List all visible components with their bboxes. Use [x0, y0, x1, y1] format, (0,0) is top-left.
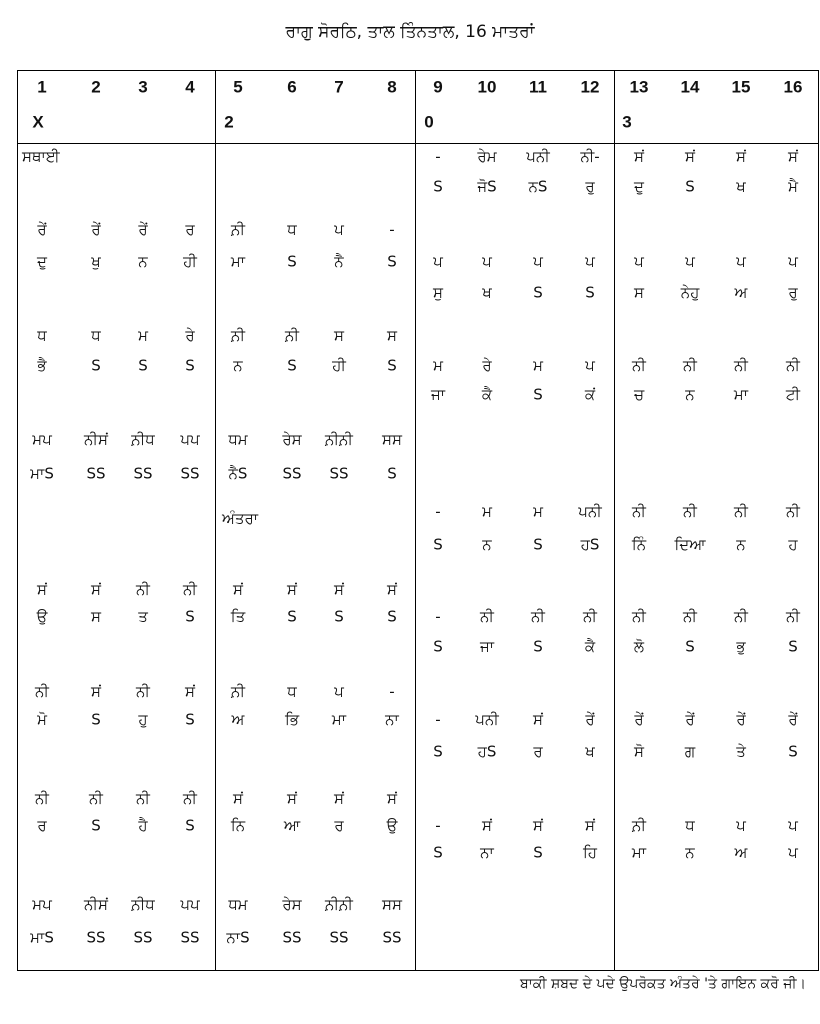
notation-cell: ਮਾS — [30, 928, 54, 947]
notation-cell: S — [387, 464, 397, 483]
notation-cell: ਪ — [736, 816, 746, 835]
notation-cell: ਸਂ — [685, 147, 695, 166]
taal-mark: X — [32, 112, 44, 132]
notation-cell: S — [685, 177, 695, 196]
notation-cell: ਜੋS — [477, 177, 497, 196]
notation-cell: ਪਪ — [180, 895, 200, 914]
notation-cell: - — [389, 682, 395, 701]
notation-cell: ਨੇਹੁ — [680, 283, 700, 302]
notation-cell: S — [185, 607, 195, 626]
notation-cell: ਸਂ — [91, 580, 101, 599]
notation-cell: ਅ — [734, 283, 748, 302]
notation-cell: ਨੀ — [683, 607, 697, 626]
notation-cell: ਨੀ — [35, 789, 49, 808]
notation-cell: SS — [382, 928, 402, 947]
notation-cell: ਨ — [482, 535, 492, 554]
notation-cell: ਪ — [334, 682, 344, 701]
notation-cell: ਨ — [736, 535, 746, 554]
notation-cell: - — [435, 502, 441, 521]
notation-cell: S — [533, 283, 543, 302]
notation-cell: ਸ — [387, 326, 397, 345]
notation-cell: ਧ — [287, 220, 297, 239]
notation-cell: ਮੋ — [37, 710, 47, 729]
notation-cell: ਨੀ — [786, 356, 800, 375]
notation-cell: SS — [86, 928, 106, 947]
notation-cell: ਨ਼ੀ — [231, 220, 245, 239]
taal-mark: 3 — [622, 112, 632, 132]
notation-cell: ਸਂ — [736, 147, 746, 166]
notation-cell: ਰੇਸ — [282, 895, 302, 914]
vibhag-divider — [614, 70, 615, 971]
notation-cell: ਨ਼ੀਧ — [131, 895, 155, 914]
notation-cell: ਰੇਂ — [138, 220, 148, 239]
notation-cell: S — [185, 816, 195, 835]
notation-cell: ਮਪ — [32, 430, 52, 449]
notation-cell: ਆ — [283, 816, 301, 835]
notation-cell: ਰੇਂ — [37, 220, 47, 239]
notation-cell: ਰੇਮ — [477, 147, 497, 166]
beat-number: 16 — [783, 77, 803, 97]
notation-cell: ਨ — [233, 356, 243, 375]
notation-cell: S — [585, 283, 595, 302]
notation-cell: ਨਾ — [385, 710, 399, 729]
notation-cell: S — [788, 637, 798, 656]
beat-number: 13 — [629, 77, 649, 97]
beat-number: 4 — [185, 77, 195, 97]
notation-cell: ਰੇਂ — [736, 710, 746, 729]
notation-cell: ਮਾ — [631, 843, 647, 862]
notation-cell: ਰੇਂ — [91, 220, 101, 239]
notation-cell: ਮਾ — [230, 252, 246, 271]
notation-cell: ਧ — [685, 816, 695, 835]
notation-cell: ਖ — [736, 177, 746, 196]
notation-cell: ਤੇ — [736, 742, 746, 761]
notation-cell: ਰੇਂ — [685, 710, 695, 729]
notation-cell: - — [435, 607, 441, 626]
notation-cell: S — [533, 637, 543, 656]
notation-cell: ਪ — [585, 252, 595, 271]
notation-cell: S — [185, 710, 195, 729]
notation-cell: ਪਨੀ — [578, 502, 602, 521]
notation-cell: S — [387, 607, 397, 626]
notation-cell: ਉ — [36, 607, 48, 626]
notation-cell: ਨ਼ੀਨ਼ੀ — [325, 430, 353, 449]
notation-cell: SS — [180, 928, 200, 947]
notation-cell: ਮ — [533, 502, 543, 521]
notation-cell: S — [287, 252, 297, 271]
notation-cell: ਸਂ — [387, 580, 397, 599]
notation-cell: ਨ — [138, 252, 148, 271]
notation-cell: ਮਾS — [30, 464, 54, 483]
notation-cell: SS — [86, 464, 106, 483]
beat-number: 11 — [529, 77, 547, 97]
notation-cell: ਰੁ — [788, 283, 798, 302]
notation-cell: ਨ਼ੀ — [632, 816, 646, 835]
notation-cell: ਹੀ — [183, 252, 197, 271]
notation-cell: ਧ — [287, 682, 297, 701]
notation-cell: ਤ — [138, 607, 148, 626]
notation-cell: ਨੀ — [136, 682, 150, 701]
notation-cell: S — [91, 356, 101, 375]
notation-cell: SS — [133, 928, 153, 947]
notation-cell: ਸ — [91, 607, 101, 626]
notation-cell: S — [91, 710, 101, 729]
notation-cell: ਨਾ — [480, 843, 494, 862]
beat-number: 8 — [387, 77, 397, 97]
beat-number: 7 — [334, 77, 344, 97]
notation-cell: ਉ — [386, 816, 398, 835]
beat-number: 9 — [433, 77, 443, 97]
notation-cell: ਮ — [138, 326, 148, 345]
notation-cell: ਸਂ — [387, 789, 397, 808]
notation-cell: ਮ — [533, 356, 543, 375]
notation-cell: ਸਂ — [533, 816, 543, 835]
notation-cell: ਕੈ — [584, 637, 596, 656]
notation-cell: ਹੈ — [138, 816, 148, 835]
notation-cell: ਨੀ — [632, 502, 646, 521]
notation-cell: ਰੇਂ — [788, 710, 798, 729]
notation-cell: ਪਪ — [180, 430, 200, 449]
notation-cell: S — [433, 637, 443, 656]
beat-number: 1 — [37, 77, 47, 97]
notation-cell: ਪ — [533, 252, 543, 271]
notation-cell: S — [433, 843, 443, 862]
notation-cell: ਨੀ — [734, 607, 748, 626]
notation-cell: ਮਪ — [32, 895, 52, 914]
notation-cell: ਟੀ — [785, 385, 801, 404]
notation-cell: S — [685, 637, 695, 656]
notation-cell: ਨੀ — [183, 580, 197, 599]
notation-cell: ਹੀ — [332, 356, 346, 375]
notation-cell: ਪ — [788, 252, 798, 271]
notation-cell: S — [185, 356, 195, 375]
notation-cell: ਮ — [433, 356, 443, 375]
notation-cell: ਸਸ — [382, 430, 402, 449]
notation-cell: ਨੀ — [632, 356, 646, 375]
notation-cell: ਹS — [580, 535, 600, 554]
notation-cell: ਸਂ — [482, 816, 492, 835]
beat-number: 5 — [233, 77, 243, 97]
notation-cell: ਪ — [736, 252, 746, 271]
notation-cell: ਸਂ — [233, 789, 243, 808]
notation-cell: ਪ — [334, 220, 344, 239]
notation-cell: ਹ — [788, 535, 798, 554]
notation-cell: S — [91, 816, 101, 835]
notation-cell: ਜਾ — [479, 637, 495, 656]
notation-cell: S — [433, 177, 443, 196]
notation-cell: ਨੀ — [480, 607, 494, 626]
notation-cell: SS — [329, 928, 349, 947]
notation-cell: ਖੁ — [91, 252, 101, 271]
notation-cell: ਪ — [482, 252, 492, 271]
notation-cell: SS — [133, 464, 153, 483]
notation-cell: ਰ — [533, 742, 543, 761]
beat-number: 6 — [287, 77, 297, 97]
beat-number: 2 — [91, 77, 101, 97]
notation-cell: ਰੇ — [482, 356, 492, 375]
notation-cell: ਦੁ — [634, 177, 644, 196]
notation-cell: ਭੈ — [37, 356, 47, 375]
notation-cell: ਨੀ — [35, 682, 49, 701]
notation-cell: ਹੁ — [138, 710, 148, 729]
notation-cell: ਨੀ — [136, 789, 150, 808]
notation-cell: S — [287, 356, 297, 375]
beat-number: 3 — [138, 77, 148, 97]
notation-cell: ਜਾ — [430, 385, 446, 404]
notation-cell: ਸੋ — [634, 742, 644, 761]
notation-cell: SS — [180, 464, 200, 483]
notation-cell: - — [435, 816, 441, 835]
notation-cell: SS — [282, 464, 302, 483]
notation-cell: ਸਂ — [334, 789, 344, 808]
notation-cell: ਪਨੀ — [475, 710, 499, 729]
notation-cell: ਭਿ — [284, 710, 300, 729]
beat-number: 14 — [680, 77, 700, 97]
notation-cell: ਗ — [684, 742, 696, 761]
notation-cell: ਨ — [685, 385, 695, 404]
notation-cell: ਨੀ — [786, 607, 800, 626]
notation-cell: S — [533, 385, 543, 404]
notation-cell: ਨਿੰ — [631, 535, 647, 554]
notation-cell: ਸਂ — [287, 580, 297, 599]
notation-cell: ਖ — [585, 742, 595, 761]
notation-cell: ਦਿਆ — [674, 535, 706, 554]
notation-cell: ਨੀ- — [580, 147, 600, 166]
section-label-sthai: ਸਥਾਈ — [22, 147, 60, 166]
notation-cell: ਰ — [334, 816, 344, 835]
notation-cell: ਨੀਸਂ — [84, 895, 108, 914]
notation-cell: ਰ — [185, 220, 195, 239]
notation-cell: ਰੇ — [185, 326, 195, 345]
notation-cell: ਮ — [482, 502, 492, 521]
notation-cell: ਨੀ — [632, 607, 646, 626]
notation-cell: S — [433, 535, 443, 554]
notation-cell: ਸਸ — [382, 895, 402, 914]
notation-cell: ਰੁ — [585, 177, 595, 196]
notation-cell: ਨ਼ੀਨ਼ੀ — [325, 895, 353, 914]
notation-cell: ਨੀ — [683, 356, 697, 375]
notation-cell: ਸ — [334, 326, 344, 345]
notation-cell: ਨੈS — [228, 464, 248, 483]
notation-cell: S — [138, 356, 148, 375]
notation-cell: ਹਿ — [582, 843, 598, 862]
vibhag-divider — [215, 70, 216, 971]
vibhag-divider — [415, 70, 416, 971]
notation-cell: ਸਂ — [533, 710, 543, 729]
notation-cell: ਕੈ — [481, 385, 493, 404]
notation-cell: ਨ਼ੀ — [285, 326, 299, 345]
notation-cell: ਧ — [91, 326, 101, 345]
notation-cell: ਮਾ — [733, 385, 749, 404]
notation-cell: ਸਂ — [91, 682, 101, 701]
section-label-antra: ਅੰਤਰਾ — [222, 509, 259, 528]
notation-cell: S — [287, 607, 297, 626]
notation-cell: ਪ — [788, 843, 798, 862]
notation-cell: ਤਿ — [230, 607, 246, 626]
beat-number: 15 — [731, 77, 751, 97]
notation-cell: ਰੇਸ — [282, 430, 302, 449]
notation-cell: ਨਾS — [226, 928, 250, 947]
notation-cell: S — [387, 252, 397, 271]
beat-number: 12 — [580, 77, 600, 97]
notation-cell: S — [334, 607, 344, 626]
notation-cell: ਅ — [734, 843, 748, 862]
notation-cell: ਅ — [231, 710, 245, 729]
notation-cell: ਕਂ — [584, 385, 596, 404]
notation-cell: - — [389, 220, 395, 239]
notation-cell: ਮੈ — [788, 177, 798, 196]
notation-cell: ਦੁ — [37, 252, 47, 271]
notation-cell: ਪ — [634, 252, 644, 271]
notation-cell: ਭੁ — [736, 637, 746, 656]
notation-cell: ਸਂ — [233, 580, 243, 599]
notation-cell: ਨੀ — [683, 502, 697, 521]
page-title: ਰਾਗੁ ਸੋਰਠਿ, ਤਾਲ ਤਿੰਨਤਾਲ, 16 ਮਾਤਰਾਂ — [285, 22, 535, 42]
notation-cell: ਸਂ — [185, 682, 195, 701]
notation-cell: ਨਿ — [230, 816, 246, 835]
notation-cell: ਸ — [634, 283, 644, 302]
notation-cell: ਨS — [528, 177, 548, 196]
notation-cell: ਸਂ — [37, 580, 47, 599]
notation-cell: ਨੀ — [786, 502, 800, 521]
notation-cell: ਨੈ — [334, 252, 344, 271]
footer-note: ਬਾਕੀ ਸ਼ਬਦ ਦੇ ਪਦੇ ਉਪਰੋਕਤ ਅੰਤਰੇ 'ਤੇ ਗਾਇਨ ਕਰੋ ਜੀ। — [520, 976, 806, 992]
notation-cell: ਸੁ — [433, 283, 443, 302]
notation-cell: ਨੀ — [183, 789, 197, 808]
notation-cell: - — [435, 710, 441, 729]
notation-cell: ਪ — [433, 252, 443, 271]
notation-cell: ਨੀ — [734, 356, 748, 375]
notation-cell: ਰੇਂ — [634, 710, 644, 729]
notation-cell: S — [433, 742, 443, 761]
notation-cell: ਹS — [477, 742, 497, 761]
notation-cell: S — [387, 356, 397, 375]
notation-cell: ਨੀ — [89, 789, 103, 808]
notation-cell: SS — [282, 928, 302, 947]
notation-cell: - — [435, 147, 441, 166]
notation-cell: ਲੋ — [633, 637, 645, 656]
notation-cell: ਸਂ — [634, 147, 644, 166]
notation-cell: ਰ — [37, 816, 47, 835]
notation-cell: ਪਨੀ — [526, 147, 550, 166]
notation-cell: ਨ਼ੀ — [231, 326, 245, 345]
notation-cell: ਨ — [685, 843, 695, 862]
notation-cell: ਸਂ — [788, 147, 798, 166]
notation-cell: ਮਾ — [331, 710, 347, 729]
notation-cell: ਸਂ — [287, 789, 297, 808]
notation-cell: ਨ਼ੀ — [231, 682, 245, 701]
notation-cell: ਨੀ — [734, 502, 748, 521]
notation-table — [17, 70, 819, 971]
notation-cell: ਪ — [788, 816, 798, 835]
notation-cell: ਨ਼ੀਧ — [131, 430, 155, 449]
notation-cell: ਪ — [685, 252, 695, 271]
taal-mark: 2 — [224, 112, 234, 132]
notation-cell: ਨੀ — [531, 607, 545, 626]
notation-cell: S — [788, 742, 798, 761]
notation-cell: ਖ — [482, 283, 492, 302]
notation-cell: ਚ — [633, 385, 645, 404]
notation-cell: ਰੇਂ — [585, 710, 595, 729]
notation-cell: ਸਂ — [585, 816, 595, 835]
notation-cell: ਪ — [585, 356, 595, 375]
header-divider — [17, 143, 819, 144]
notation-cell: SS — [329, 464, 349, 483]
notation-cell: ਧਮ — [228, 430, 248, 449]
notation-cell: ਸਂ — [334, 580, 344, 599]
notation-cell: S — [533, 535, 543, 554]
taal-mark: 0 — [424, 112, 434, 132]
notation-cell: ਨੀਸਂ — [84, 430, 108, 449]
notation-cell: ਧਮ — [228, 895, 248, 914]
notation-cell: ਨੀ — [136, 580, 150, 599]
beat-number: 10 — [477, 77, 497, 97]
notation-cell: ਨੀ — [583, 607, 597, 626]
notation-cell: ਧ — [37, 326, 47, 345]
notation-cell: S — [533, 843, 543, 862]
